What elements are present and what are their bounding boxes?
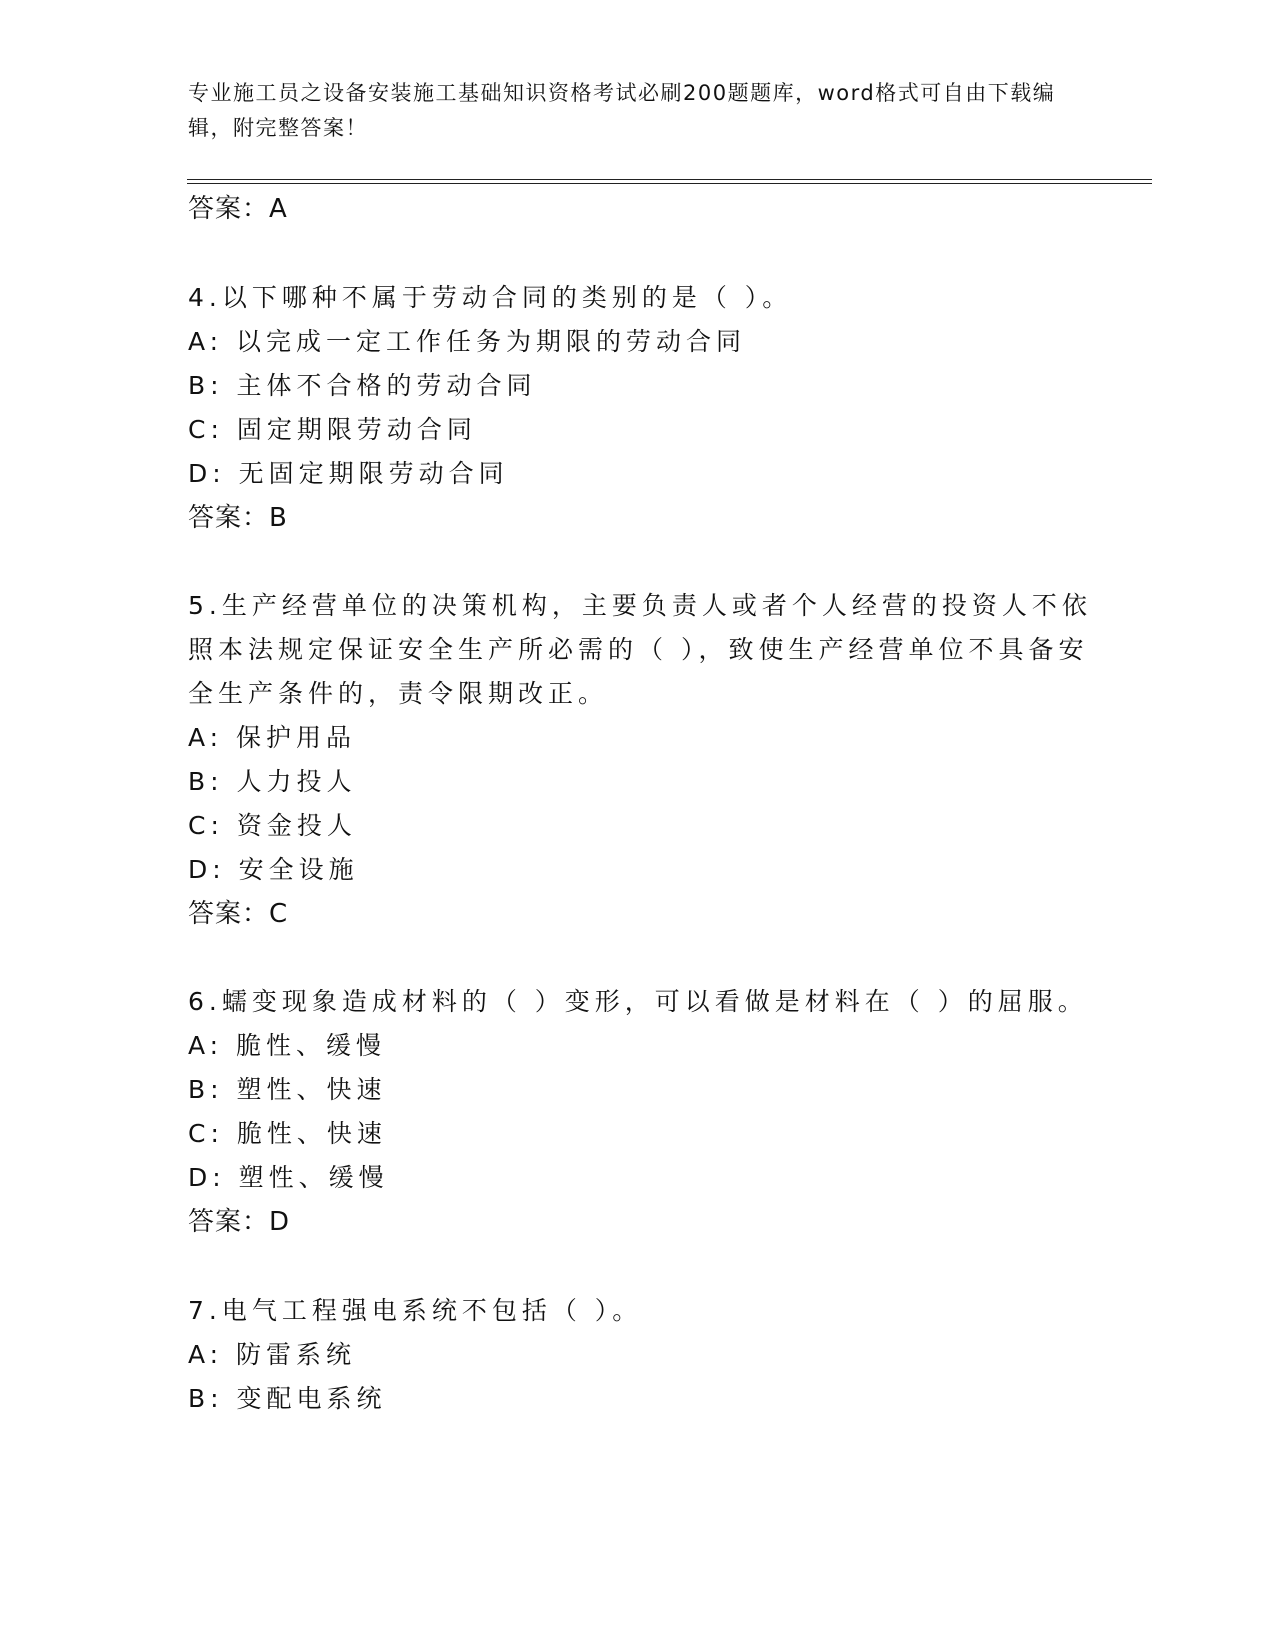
question-6-option-d: D: 塑性、缓慢	[188, 1163, 389, 1192]
question-5-text-line-3: 全生产条件的，责令限期改正。	[188, 679, 609, 708]
question-4-answer	[188, 503, 288, 533]
question-5-text-line-2: 照本法规定保证安全生产所必需的（ ），致使生产经营单位不具备安	[188, 635, 1089, 664]
answer-label: 答案：	[188, 1207, 270, 1237]
answer-value: D	[269, 1207, 291, 1237]
document-header	[188, 76, 1068, 146]
header-rule-top	[187, 179, 1152, 180]
question-5-text-line-1: 5.生产经营单位的决策机构，主要负责人或者个人经营的投资人不依	[188, 591, 1092, 620]
question-5-option-c: C: 资金投人	[188, 811, 357, 840]
question-4-option-d: D: 无固定期限劳动合同	[188, 459, 509, 488]
question-7-text: 7.电气工程强电系统不包括（ ）。	[188, 1296, 643, 1325]
question-5-answer	[188, 899, 288, 929]
answer-value: C	[269, 899, 289, 929]
question-4-option-a: A: 以完成一定工作任务为期限的劳动合同	[188, 327, 747, 356]
header-text: 专业施工员之设备安装施工基础知识资格考试必刷200题题库，word格式可自由下载编辑，附完整答案！	[188, 81, 1056, 140]
answer-label: 答案：	[188, 503, 270, 533]
question-5-option-b: B: 人力投人	[188, 767, 357, 796]
question-6-option-c: C: 脆性、快速	[188, 1119, 387, 1148]
header-rule-bottom	[187, 183, 1152, 184]
question-7-option-a: A: 防雷系统	[188, 1340, 357, 1369]
question-4-option-b: B: 主体不合格的劳动合同	[188, 371, 537, 400]
answer-value: B	[269, 503, 288, 533]
answer-label: 答案：	[188, 899, 270, 929]
answer-prev	[188, 194, 288, 224]
answer-label: 答案：	[188, 194, 270, 224]
question-4-option-c: C: 固定期限劳动合同	[188, 415, 477, 444]
question-4-text: 4.以下哪种不属于劳动合同的类别的是（ ）。	[188, 283, 793, 312]
question-7-option-b: B: 变配电系统	[188, 1384, 387, 1413]
question-6-answer	[188, 1207, 290, 1237]
question-6-option-a: A: 脆性、缓慢	[188, 1031, 387, 1060]
answer-value: A	[269, 194, 288, 224]
question-6-text: 6.蠕变现象造成材料的（ ）变形，可以看做是材料在（ ）的屈服。	[188, 987, 1088, 1016]
question-5-option-d: D: 安全设施	[188, 855, 359, 884]
question-5-option-a: A: 保护用品	[188, 723, 357, 752]
question-6-option-b: B: 塑性、快速	[188, 1075, 387, 1104]
